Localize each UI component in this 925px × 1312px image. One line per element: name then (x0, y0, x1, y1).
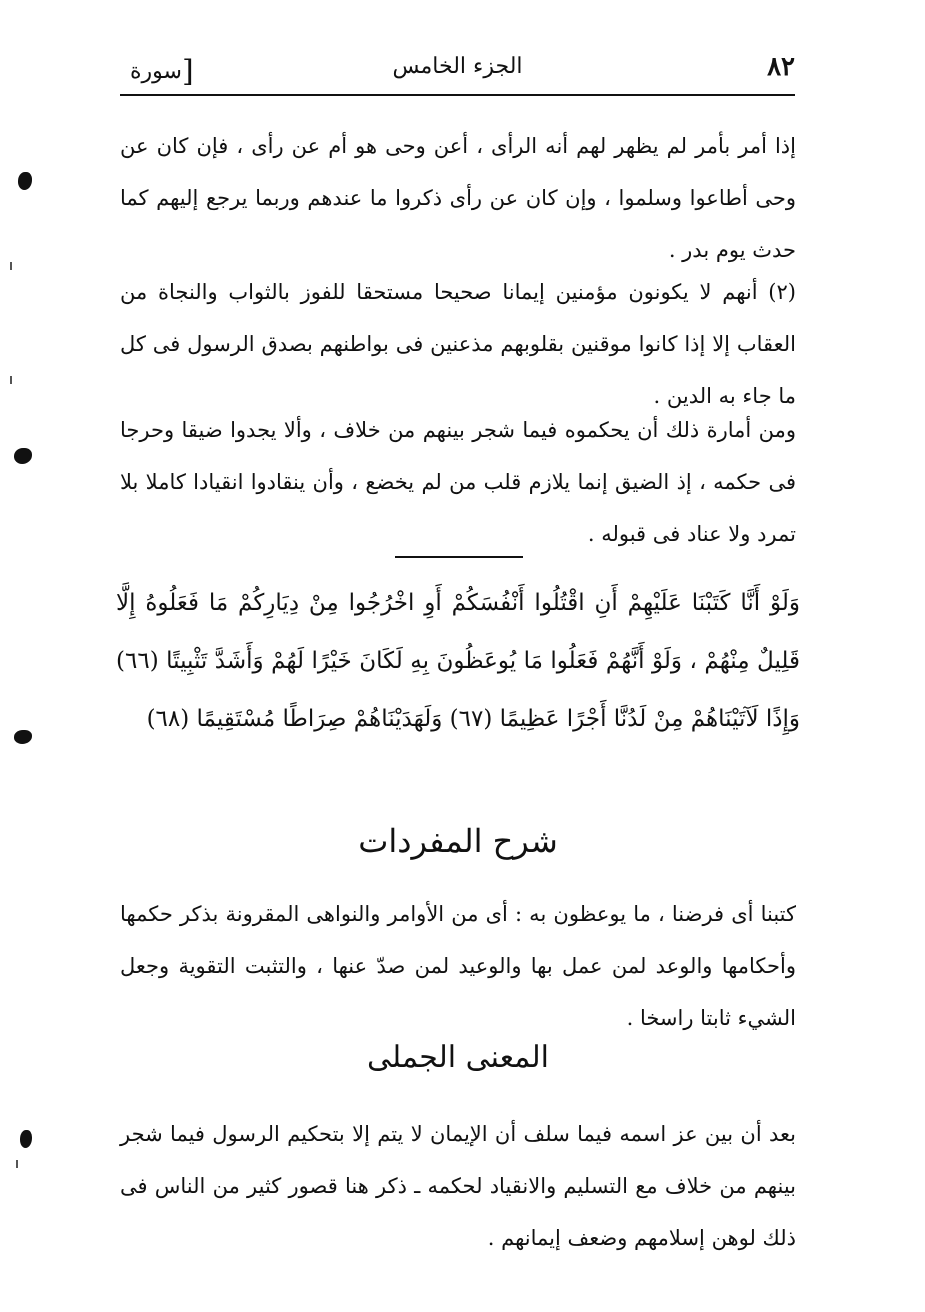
margin-ink-mark (14, 448, 32, 464)
bracket-glyph: [ (181, 54, 194, 89)
meaning-paragraph (120, 1108, 796, 1264)
paragraph-1 (120, 120, 796, 276)
heading-general-meaning: المعنى الجملى (366, 1040, 549, 1075)
paragraph-text: بعد أن بين عز اسمه فيما سلف أن الإيمان لا يتم إلا بتحكيم الرسول فيما شجر بينهم من خلاف مع التسليم والانقياد لحكمه ـ ذكر هنا قصور كثير من الناس فى ذلك لوهن إسلامهم وضعف إيمانهم . (120, 1122, 796, 1250)
part-title: الجزء الخامس (392, 54, 523, 79)
verse-text: وَلَوْ أَنَّا كَتَبْنَا عَلَيْهِمْ أَنِ اقْتُلُوا أَنْفُسَكُمْ أَوِ اخْرُجُوا مِنْ دِيَارِكُمْ مَا فَعَلُوهُ إِلَّا قَلِيلٌ مِنْهُمْ ، وَلَوْ أَنَّهُمْ فَعَلُوا مَا يُوعَظُونَ بِهِ لَكَانَ خَيْرًا لَهُمْ وَأَشَدَّ تَثْبِيتًا (٦٦) وَإِذًا لَآتَيْنَاهُمْ مِنْ لَدُنَّا أَجْرًا عَظِيمًا (٦٧) وَلَهَدَيْنَاهُمْ صِرَاطًا مُسْتَقِيمًا (٦٨) (116, 590, 800, 732)
margin-ink-mark (14, 730, 32, 744)
margin-speck (10, 376, 12, 384)
margin-speck (10, 262, 12, 270)
section-separator (395, 556, 523, 558)
heading-vocabulary: شرح المفردات (358, 822, 558, 860)
paragraph-text: ومن أمارة ذلك أن يحكموه فيما شجر بينهم من خلاف ، وألا يجدوا ضيقا وحرجا فى حكمه ، إذ الضيق إنما يلازم قلب من لم يخضع ، وأن ينقادوا انقيادا كاملا بلا تمرد ولا عناد فى قبوله . (120, 418, 796, 546)
header-rule (120, 94, 795, 96)
quran-verse (116, 574, 800, 748)
page-number: ٨٢ (767, 52, 795, 82)
paragraph-text: كتبنا أى فرضنا ، ما يوعظون به : أى من الأوامر والنواهى المقرونة بذكر حكمها وأحكامها والوعد لمن عمل بها والوعيد لمن صدّ عنها ، والتثبت التقوية وجعل الشيء ثابتا راسخا . (120, 902, 796, 1030)
margin-ink-mark (20, 1130, 32, 1148)
surah-label (130, 54, 200, 89)
paragraph-text: إذا أمر بأمر لم يظهر لهم أنه الرأى ، أعن وحى هو أم عن رأى ، فإن كان عن وحى أطاعوا وسلموا ، وإن كان عن رأى ذكروا ما عندهم وربما يرجع إليهم كما حدث يوم بدر . (120, 134, 796, 262)
vocabulary-paragraph (120, 888, 796, 1044)
paragraph-2 (120, 266, 796, 422)
page-header (120, 52, 795, 89)
paragraph-text: (٢) أنهم لا يكونون مؤمنين إيمانا صحيحا مستحقا للفوز بالثواب والنجاة من العقاب إلا إذا كانوا موقنين بقلوبهم مذعنين فى بواطنهم بصدق الرسول فى كل ما جاء به الدين . (120, 280, 796, 408)
paragraph-3 (120, 404, 796, 560)
surah-label-text: سورة (130, 59, 182, 84)
margin-speck (16, 1160, 18, 1168)
margin-ink-mark (18, 172, 32, 190)
